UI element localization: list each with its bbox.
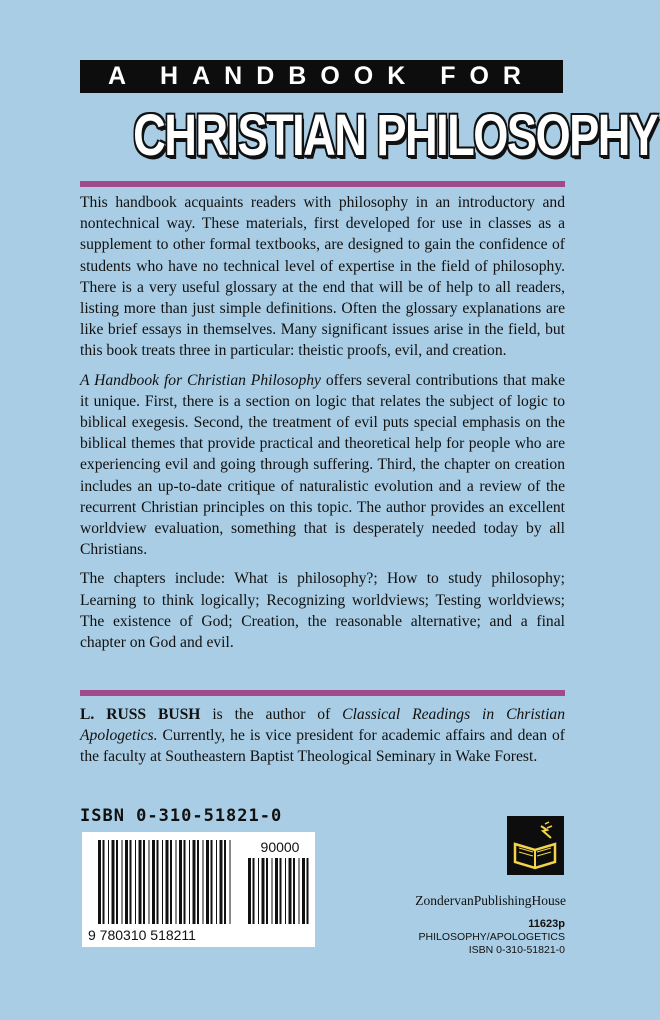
barcode-bar bbox=[184, 840, 186, 924]
barcode-bar bbox=[103, 840, 105, 924]
book-title: CHRISTIAN PHILOSOPHY bbox=[133, 103, 658, 168]
barcode-bar bbox=[116, 840, 118, 924]
author-bio-paragraph bbox=[80, 704, 565, 768]
barcode-bar bbox=[299, 858, 300, 924]
bottom-divider bbox=[80, 690, 565, 696]
barcode-bar bbox=[258, 858, 259, 924]
author-name: L. RUSS BUSH bbox=[80, 706, 201, 723]
author-text-2: Currently, he is vice president for academic affairs and dean of the faculty at Southeastern Baptist Theological Seminary in Wake Forest. bbox=[80, 727, 565, 766]
barcode-bar bbox=[176, 840, 177, 924]
barcode-bar bbox=[220, 840, 223, 924]
barcode-bar bbox=[307, 858, 309, 924]
barcode-bar bbox=[170, 840, 172, 924]
open-book-icon bbox=[507, 816, 564, 875]
publisher-name: ZondervanPublishingHouse bbox=[415, 893, 566, 908]
isbn-label: ISBN 0-310-51821-0 bbox=[80, 806, 283, 826]
author-book-title: Classical Readings in Christian Apologetics. bbox=[80, 706, 565, 745]
catalog-codes bbox=[380, 918, 565, 957]
barcode-bar bbox=[149, 840, 150, 924]
barcode-bar bbox=[152, 840, 155, 924]
barcode-bar bbox=[285, 858, 286, 924]
barcode-bar bbox=[206, 840, 209, 924]
ean-bars bbox=[98, 840, 231, 924]
series-banner: A HANDBOOK FOR bbox=[80, 60, 563, 93]
barcode-bar bbox=[166, 840, 169, 924]
barcode-bar bbox=[189, 840, 190, 924]
barcode-bar bbox=[266, 858, 268, 924]
barcode-bar bbox=[143, 840, 145, 924]
barcode-bar bbox=[162, 840, 163, 924]
barcode-bar bbox=[302, 858, 305, 924]
description-paragraph-2-text: offers several contributions that make it unique. First, there is a section on logic that relates the subject of logic to biblical exegesis. Second, the treatment of evil puts special emphasis on the biblical themes that provide practical and theoretical help for people who are experiencing evil and going through suffering. Third, the chapter on creation includes an up-to-date critique of naturalistic evolution and a review of the recurrent Christian principles on this topic. The author provides an excellent worldview evaluation, something that is desperately needed today by all Christians. bbox=[80, 371, 565, 559]
barcode-bar bbox=[293, 858, 295, 924]
description-paragraph-3: The chapters include: What is philosophy?; How to study philosophy; Learning to think logically; Recognizing worldviews; Testing worldviews; The existence of God; Creation, the reasonable alternative; and a final chapter on God and evil. bbox=[80, 570, 565, 652]
description-paragraph-1: This handbook acquaints readers with philosophy in an introductory and nontechnical way. These materials, first developed for use in classes as a supplement to other formal textbooks, are designed to gain the confidence of students who have no technical level of expertise in the field of philosophy. There is a very useful glossary at the end that will be of help to all readers, listing more than just simple definitions. Often the glossary explanations are like brief essays in themselves. Many significant issues arise in the field, but this book treats three in particular: theistic proofs, evil, and creation. bbox=[80, 194, 565, 360]
barcode bbox=[82, 832, 315, 947]
barcode-bar bbox=[280, 858, 282, 924]
barcode-bar bbox=[230, 840, 231, 924]
barcode-bar bbox=[108, 840, 109, 924]
top-divider bbox=[80, 181, 565, 187]
barcode-bar bbox=[272, 858, 273, 924]
barcode-bar bbox=[248, 858, 251, 924]
isbn-small: ISBN 0-310-51821-0 bbox=[468, 944, 565, 956]
barcode-bar bbox=[253, 858, 255, 924]
description-paragraph-2 bbox=[80, 370, 565, 561]
barcode-bar bbox=[125, 840, 128, 924]
category-label: PHILOSOPHY/APOLOGETICS bbox=[418, 931, 565, 943]
barcode-graphic bbox=[82, 832, 315, 947]
barcode-bar bbox=[289, 858, 292, 924]
description bbox=[80, 192, 565, 661]
barcode-bar bbox=[262, 858, 265, 924]
barcode-bar bbox=[98, 840, 101, 924]
barcode-bar bbox=[224, 840, 226, 924]
barcode-bar bbox=[135, 840, 136, 924]
barcode-bar bbox=[203, 840, 204, 924]
book-title-inline: A Handbook for Christian Philosophy bbox=[80, 371, 321, 389]
addon-bars bbox=[248, 858, 309, 924]
author-text-1: is the author of bbox=[200, 706, 343, 723]
publisher-logo bbox=[507, 816, 564, 875]
barcode-bar bbox=[193, 840, 196, 924]
ean-digits: 9 780310 518211 bbox=[88, 927, 196, 943]
barcode-bar bbox=[275, 858, 278, 924]
barcode-bar bbox=[197, 840, 199, 924]
product-code: 11623p bbox=[528, 918, 565, 930]
barcode-bar bbox=[112, 840, 115, 924]
barcode-bar bbox=[122, 840, 123, 924]
barcode-bar bbox=[139, 840, 142, 924]
barcode-bar bbox=[130, 840, 132, 924]
author-bio bbox=[80, 704, 565, 776]
barcode-bar bbox=[179, 840, 182, 924]
price-code: 90000 bbox=[260, 839, 300, 855]
barcode-bar bbox=[216, 840, 217, 924]
barcode-bar bbox=[157, 840, 159, 924]
barcode-bar bbox=[211, 840, 213, 924]
